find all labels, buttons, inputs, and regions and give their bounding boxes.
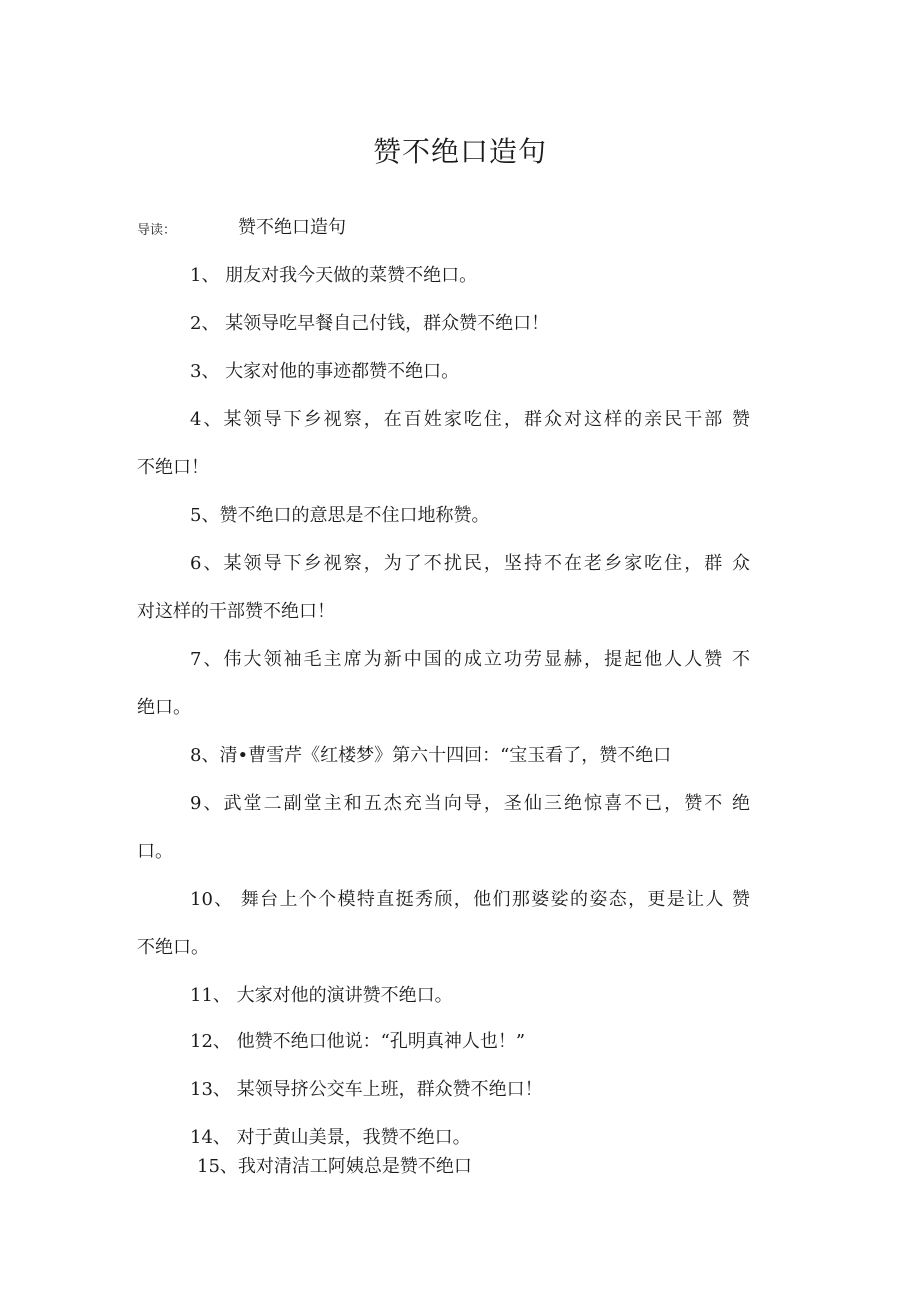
sentence-4-continuation: 不绝口！ — [137, 457, 209, 478]
sentence-6-continuation: 对这样的干部赞不绝口！ — [137, 601, 335, 622]
sentence-9-continuation: 口。 — [137, 841, 173, 862]
page-title: 赞不绝口造句 — [372, 135, 547, 168]
sentence-10: 10、 舞台上个个模特直挺秀颀，他们那婆娑的姿态，更是让人 赞 — [190, 889, 750, 910]
sentence-3: 3、 大家对他的事迹都赞不绝口。 — [190, 361, 460, 382]
sentence-11: 11、 大家对他的演讲赞不绝口。 — [190, 985, 453, 1006]
sentence-6: 6、某领导下乡视察，为了不扰民，坚持不在老乡家吃住，群 众 — [190, 553, 750, 574]
sentence-4: 4、某领导下乡视察，在百姓家吃住，群众对这样的亲民干部 赞 — [190, 409, 750, 430]
sentence-12: 12、 他赞不绝口他说：“孔明真神人也！” — [190, 1031, 526, 1052]
sentence-5: 5、赞不绝口的意思是不住口地称赞。 — [190, 505, 490, 526]
sentence-7-continuation: 绝口。 — [137, 697, 191, 718]
sentence-9: 9、武堂二副堂主和五杰充当向导，圣仙三绝惊喜不已，赞不 绝 — [190, 793, 750, 814]
sentence-1: 1、 朋友对我今天做的菜赞不绝口。 — [190, 265, 478, 286]
sentence-14: 14、 对于黄山美景，我赞不绝口。 — [190, 1127, 471, 1148]
sentence-7: 7、伟大领袖毛主席为新中国的成立功劳显赫，提起他人人赞 不 — [190, 649, 750, 670]
sentence-8: 8、清•曹雪芹《红楼梦》第六十四回：“宝玉看了，赞不绝口 — [190, 745, 672, 766]
sentence-13: 13、 某领导挤公交车上班，群众赞不绝口！ — [190, 1079, 543, 1100]
sentence-10-continuation: 不绝口。 — [137, 937, 209, 958]
lead-text: 赞不绝口造句 — [238, 217, 346, 238]
sentence-2: 2、 某领导吃早餐自己付钱，群众赞不绝口！ — [190, 313, 550, 334]
lead-label: 导读： — [137, 223, 177, 238]
sentence-15: 15、我对清洁工阿姨总是赞不绝口 — [197, 1156, 472, 1177]
